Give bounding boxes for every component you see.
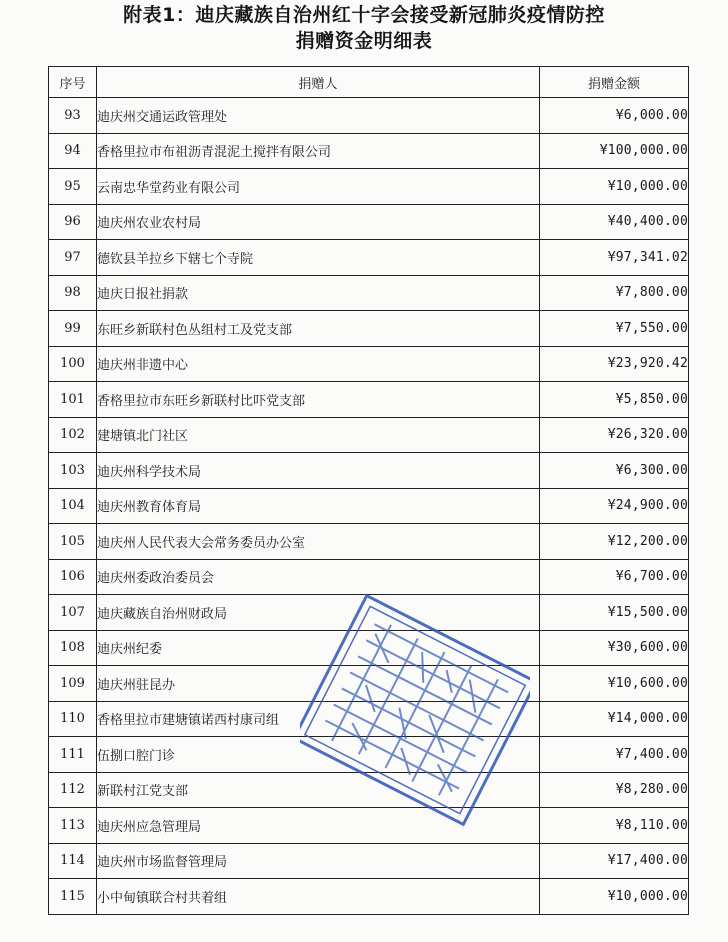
donor-cell: 迪庆州人民代表大会常务委员办公室 xyxy=(97,524,540,560)
serial-number-cell: 100 xyxy=(49,346,97,382)
serial-number-cell: 95 xyxy=(49,169,97,205)
amount-cell: ¥24,900.00 xyxy=(540,488,689,524)
amount-cell: ¥17,400.00 xyxy=(540,843,689,879)
amount-cell: ¥26,320.00 xyxy=(540,417,689,453)
table-row xyxy=(49,843,689,879)
table-row xyxy=(49,169,689,205)
amount-cell: ¥10,600.00 xyxy=(540,666,689,702)
amount-cell: ¥7,800.00 xyxy=(540,275,689,311)
donor-cell: 迪庆藏族自治州财政局 xyxy=(97,595,540,631)
table-row xyxy=(49,346,689,382)
amount-cell: ¥8,110.00 xyxy=(540,808,689,844)
amount-cell: ¥12,200.00 xyxy=(540,524,689,560)
amount-cell: ¥100,000.00 xyxy=(540,133,689,169)
document-title-line-2: 捐赠资金明细表 xyxy=(295,30,433,52)
serial-number-cell: 103 xyxy=(49,453,97,489)
serial-number-cell: 111 xyxy=(49,737,97,773)
donor-cell: 德钦县羊拉乡下辖七个寺院 xyxy=(97,240,540,276)
serial-number-cell: 99 xyxy=(49,311,97,347)
header-amount: 捐赠金额 xyxy=(540,67,689,98)
amount-cell: ¥7,400.00 xyxy=(540,737,689,773)
serial-number-cell: 107 xyxy=(49,595,97,631)
donor-cell: 香格里拉市建塘镇诺西村康司组 xyxy=(97,701,540,737)
table-row xyxy=(49,808,689,844)
serial-number-cell: 113 xyxy=(49,808,97,844)
table-row xyxy=(49,630,689,666)
table-row xyxy=(49,311,689,347)
table-row xyxy=(49,701,689,737)
table-row xyxy=(49,240,689,276)
header-serial-number: 序号 xyxy=(49,67,97,98)
amount-cell: ¥10,000.00 xyxy=(540,879,689,915)
donor-cell: 迪庆州科学技术局 xyxy=(97,453,540,489)
donor-cell: 香格里拉市东旺乡新联村比吓党支部 xyxy=(97,382,540,418)
header-donor: 捐赠人 xyxy=(97,67,540,98)
serial-number-cell: 97 xyxy=(49,240,97,276)
donor-cell: 迪庆州应急管理局 xyxy=(97,808,540,844)
serial-number-cell: 96 xyxy=(49,204,97,240)
amount-cell: ¥14,000.00 xyxy=(540,701,689,737)
donor-cell: 迪庆州委政治委员会 xyxy=(97,559,540,595)
serial-number-cell: 93 xyxy=(49,98,97,134)
table-row xyxy=(49,524,689,560)
serial-number-cell: 114 xyxy=(49,843,97,879)
table-row xyxy=(49,559,689,595)
serial-number-cell: 102 xyxy=(49,417,97,453)
table-row xyxy=(49,595,689,631)
table-row xyxy=(49,417,689,453)
table-row xyxy=(49,275,689,311)
table-row xyxy=(49,382,689,418)
amount-cell: ¥7,550.00 xyxy=(540,311,689,347)
table-body xyxy=(49,98,689,915)
table-row xyxy=(49,98,689,134)
serial-number-cell: 115 xyxy=(49,879,97,915)
donor-cell: 迪庆州教育体育局 xyxy=(97,488,540,524)
donor-cell: 迪庆州驻昆办 xyxy=(97,666,540,702)
serial-number-cell: 110 xyxy=(49,701,97,737)
donor-cell: 建塘镇北门社区 xyxy=(97,417,540,453)
table-header-row xyxy=(49,67,689,98)
donor-cell: 小中甸镇联合村共着组 xyxy=(97,879,540,915)
amount-cell: ¥10,000.00 xyxy=(540,169,689,205)
donor-cell: 迪庆州非遗中心 xyxy=(97,346,540,382)
donor-cell: 新联村江党支部 xyxy=(97,772,540,808)
table-row xyxy=(49,133,689,169)
table-row xyxy=(49,737,689,773)
donor-cell: 迪庆日报社捐款 xyxy=(97,275,540,311)
table-row xyxy=(49,488,689,524)
serial-number-cell: 112 xyxy=(49,772,97,808)
amount-cell: ¥30,600.00 xyxy=(540,630,689,666)
donor-cell: 迪庆州交通运政管理处 xyxy=(97,98,540,134)
donor-cell: 迪庆州市场监督管理局 xyxy=(97,843,540,879)
donor-cell: 香格里拉市布祖沥青混泥土搅拌有限公司 xyxy=(97,133,540,169)
amount-cell: ¥6,000.00 xyxy=(540,98,689,134)
amount-cell: ¥97,341.02 xyxy=(540,240,689,276)
serial-number-cell: 94 xyxy=(49,133,97,169)
amount-cell: ¥8,280.00 xyxy=(540,772,689,808)
amount-cell: ¥40,400.00 xyxy=(540,204,689,240)
serial-number-cell: 105 xyxy=(49,524,97,560)
amount-cell: ¥15,500.00 xyxy=(540,595,689,631)
donor-cell: 云南忠华堂药业有限公司 xyxy=(97,169,540,205)
table-row xyxy=(49,204,689,240)
amount-cell: ¥5,850.00 xyxy=(540,382,689,418)
serial-number-cell: 106 xyxy=(49,559,97,595)
serial-number-cell: 98 xyxy=(49,275,97,311)
serial-number-cell: 108 xyxy=(49,630,97,666)
amount-cell: ¥23,920.42 xyxy=(540,346,689,382)
donor-cell: 迪庆州农业农村局 xyxy=(97,204,540,240)
table-row xyxy=(49,879,689,915)
table-row xyxy=(49,453,689,489)
donor-cell: 伍捌口腔门诊 xyxy=(97,737,540,773)
donor-cell: 迪庆州纪委 xyxy=(97,630,540,666)
donor-cell: 东旺乡新联村色丛组村工及党支部 xyxy=(97,311,540,347)
amount-cell: ¥6,700.00 xyxy=(540,559,689,595)
table-row xyxy=(49,772,689,808)
table-row xyxy=(49,666,689,702)
serial-number-cell: 101 xyxy=(49,382,97,418)
serial-number-cell: 104 xyxy=(49,488,97,524)
donation-table xyxy=(48,66,689,915)
document-title-line-1: 附表1：迪庆藏族自治州红十字会接受新冠肺炎疫情防控 xyxy=(123,4,605,26)
serial-number-cell: 109 xyxy=(49,666,97,702)
amount-cell: ¥6,300.00 xyxy=(540,453,689,489)
